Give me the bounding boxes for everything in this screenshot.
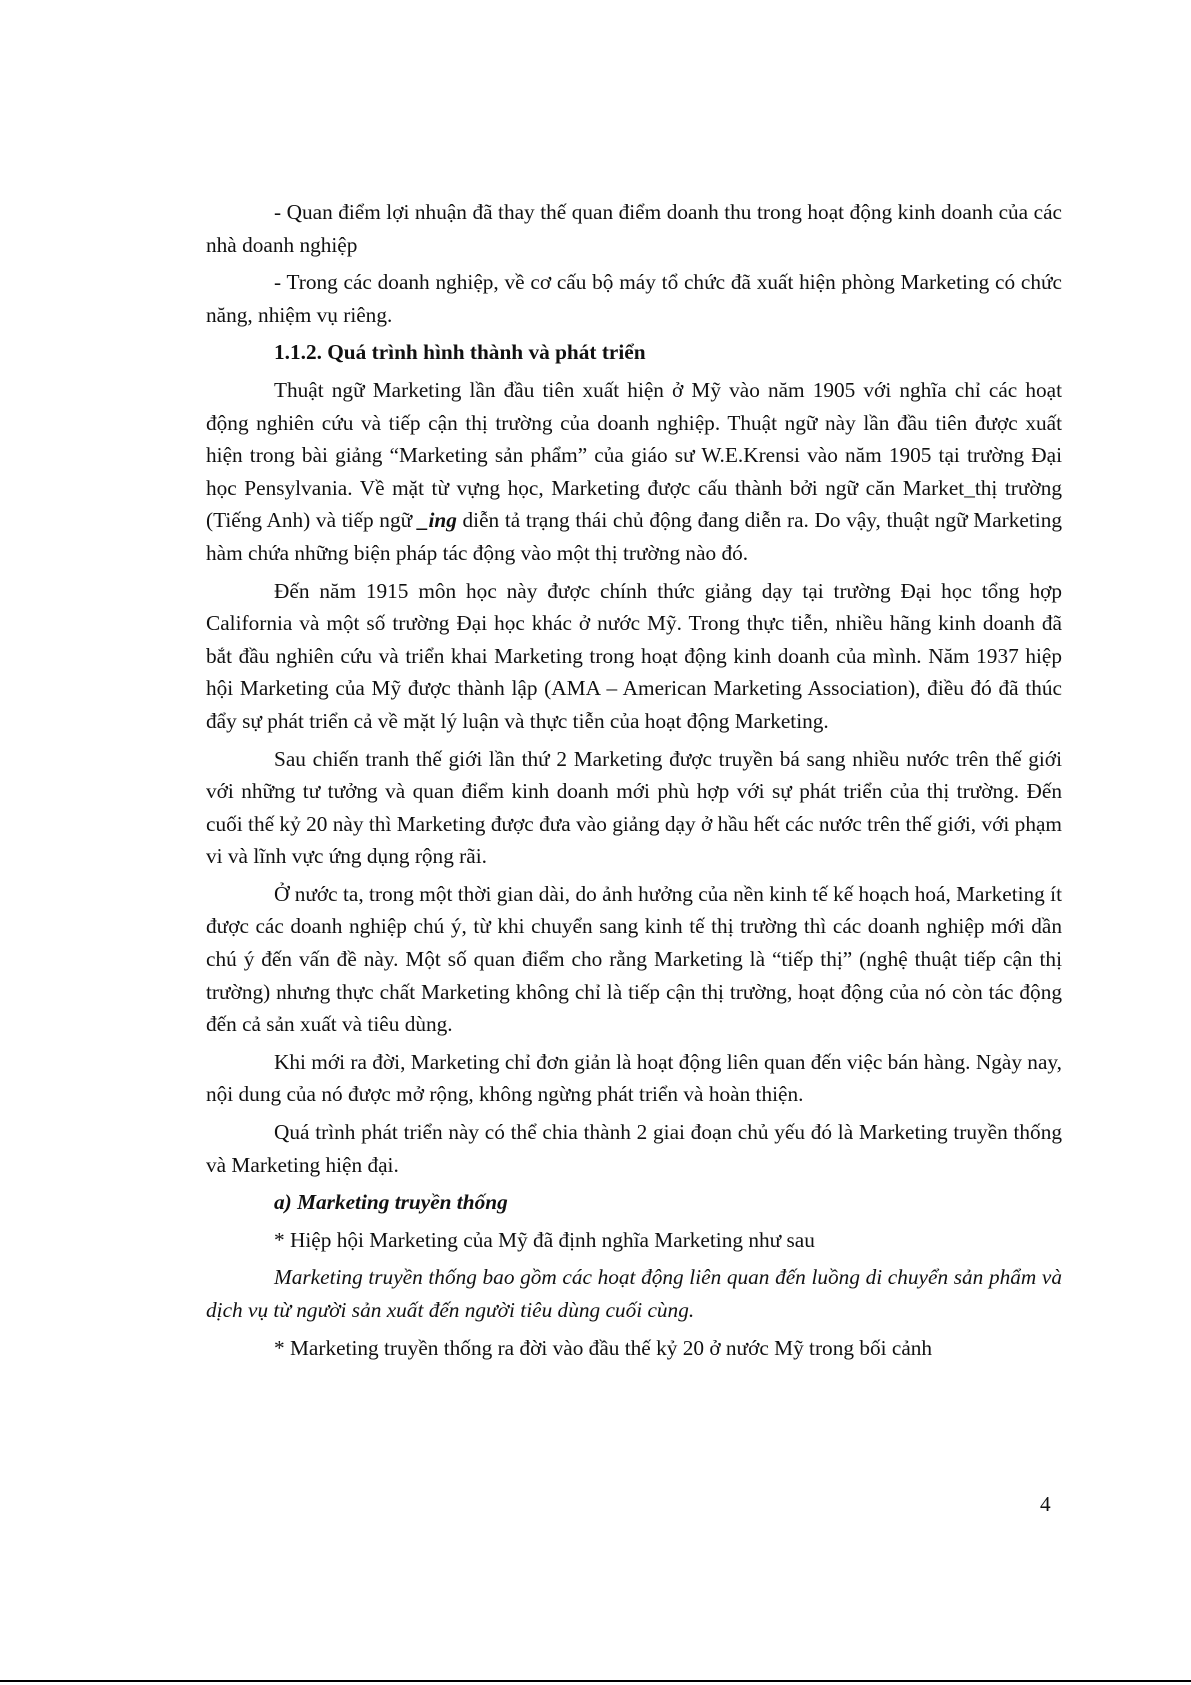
paragraph-two-stages: Quá trình phát triển này có thể chia thành 2 giai đoạn chủ yếu đó là Marketing truyền thống và Marketing hiện đại. [206, 1120, 1062, 1177]
paragraph-profit-view: - Quan điểm lợi nhuận đã thay thế quan điểm doanh thu trong hoạt động kinh doanh của các nhà doanh nghiệp [206, 200, 1062, 257]
section-heading: 1.1.2. Quá trình hình thành và phát triển [274, 340, 646, 365]
page-body [206, 196, 1062, 1369]
paragraph-1915-teaching: Đến năm 1915 môn học này được chính thức giảng dạy tại trường Đại học tổng hợp California và một số trường Đại học khác ở nước Mỹ. Trong thực tiễn, nhiều hãng kinh doanh đã bắt đầu nghiên cứu và triển khai Marketing trong hoạt động kinh doanh của mình. Năm 1937 hiệp hội Marketing của Mỹ được thành lập (AMA – American Marketing Association), điều đó đã thúc đẩy sự phát triển cả về mặt lý luận và thực tiễn của hoạt động Marketing. [206, 578, 1062, 733]
paragraph-marketing-department: - Trong các doanh nghiệp, về cơ cấu bộ máy tổ chức đã xuất hiện phòng Marketing có chức năng, nhiệm vụ riêng. [206, 270, 1062, 327]
paragraph-traditional-origin: * Marketing truyền thống ra đời vào đầu thế kỷ 20 ở nước Mỹ trong bối cảnh [274, 1335, 933, 1360]
page-number: 4 [1040, 1492, 1051, 1516]
paragraph-early-marketing: Khi mới ra đời, Marketing chỉ đơn giản là hoạt động liên quan đến việc bán hàng. Ngày nay, nội dung của nó được mở rộng, không ngừng phát triển và hoàn thiện. [206, 1049, 1062, 1107]
paragraph-post-war-spread: Sau chiến tranh thế giới lần thứ 2 Marketing được truyền bá sang nhiều nước trên thế giới với những tư tưởng và quan điểm kinh doanh mới phù hợp với sự phát triển của thị trường. Đến cuối thế kỷ 20 này thì Marketing được đưa vào giảng dạy ở hầu hết các nước trên thế giới, với phạm vi và lĩnh vực ứng dụng rộng rãi. [206, 746, 1062, 869]
paragraph-term-origin [206, 374, 1062, 570]
paragraph-ama-definition-intro: * Hiệp hội Marketing của Mỹ đã định nghĩa Marketing như sau [274, 1227, 815, 1252]
bottom-rule [0, 1680, 1191, 1682]
term-origin-text-start: Thuật ngữ Marketing lần đầu tiên xuất hiện ở Mỹ vào năm 1905 với nghĩa chỉ các hoạt động nghiên cứu và tiếp cận thị trường của doanh nghiệp. Thuật ngữ này lần đầu tiên được xuất hiện trong bài giảng “Marketing sản phẩm” của giáo sư W.E.Krensi vào năm 1905 tại trường Đại học Pensylvania. Về mặt từ vựng học, Marketing được cấu thành bởi ngữ căn Market_thị trường (Tiếng Anh) và tiếp ngữ [206, 377, 1062, 533]
subheading-traditional-marketing: a) Marketing truyền thống [274, 1190, 508, 1215]
term-origin-text-end: diễn tả trạng thái chủ động đang diễn ra. Do vậy, thuật ngữ Marketing hàm chứa những biện pháp tác động vào một thị trường nào đó. [206, 508, 1063, 565]
paragraph-vietnam: Ở nước ta, trong một thời gian dài, do ảnh hưởng của nền kinh tế kế hoạch hoá, Marketing ít được các doanh nghiệp chú ý, từ khi chuyển sang kinh tế thị trường thì các doanh nghiệp mới dần chú ý đến vấn đề này. Một số quan điểm cho rằng Marketing là “tiếp thị” (nghệ thuật tiếp cận thị trường) nhưng thực chất Marketing không chỉ là tiếp cận thị trường, hoạt động của nó còn tác động đến cả sản xuất và tiêu dùng. [206, 881, 1062, 1037]
suffix-ing-emphasis: _ing [417, 508, 457, 533]
quote-ama-definition: Marketing truyền thống bao gồm các hoạt động liên quan đến luồng di chuyển sản phẩm và dịch vụ từ người sản xuất đến người tiêu dùng cuối cùng. [206, 1265, 1062, 1322]
